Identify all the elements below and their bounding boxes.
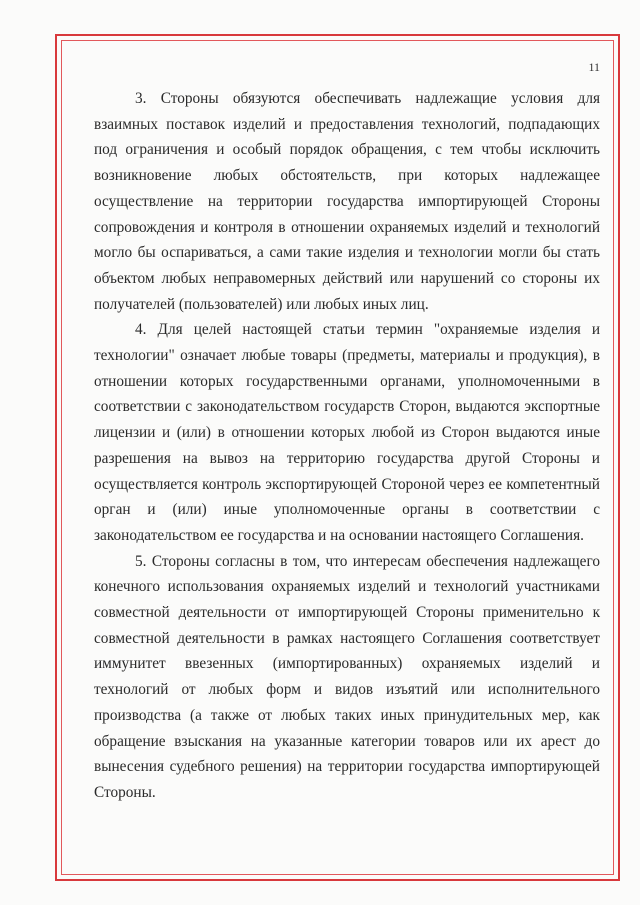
- page-number: 11: [588, 60, 600, 74]
- paragraph-5: 5. Стороны согласны в том, что интересам обеспечения надлежащего конечного использования охраняемых изделий и технологий участниками совместной деятельности от импортирующей Стороны применительно к совместной деятельности в рамках настоящего Соглашения соответствует иммунитет ввезенных (импортированных) охраняемых изделий и технологий от любых форм и видов изъятий или исполнительного производства (а также от любых таких иных принудительных мер, как обращение взыскания на указанные категории товаров или их арест до вынесения судебного решения) на территории государства импортирующей Стороны.: [94, 552, 600, 801]
- paragraph-4: 4. Для целей настоящей статьи термин "охраняемые изделия и технологии" означает любые товары (предметы, материалы и продукция), в отношении которых государственными органами, уполномоченными в соответствии с законодательством государств Сторон, выдаются экспортные лицензии и (или) в отношении которых любой из Сторон выдаются иные разрешения на вывоз на территорию государства другой Стороны и осуществляется контроль экспортирующей Стороной через ее компетентный орган и (или) иные уполномоченные органы в соответствии с законодательством ее государства и на основании настоящего Соглашения.: [94, 321, 600, 544]
- document-body: [94, 86, 600, 806]
- paragraph-3: 3. Стороны обязуются обеспечивать надлежащие условия для взаимных поставок изделий и предоставления технологий, подпадающих под ограничения и особый порядок обращения, с тем чтобы исключить возникновение любых обстоятельств, при которых надлежащее осуществление на территории государства импортирующей Стороны сопровождения и контроля в отношении охраняемых изделий и технологий могло бы оспариваться, а сами такие изделия и технологии могли бы стать объектом любых неправомерных действий или нарушений со стороны их получателей (пользователей) или любых иных лиц.: [94, 90, 600, 313]
